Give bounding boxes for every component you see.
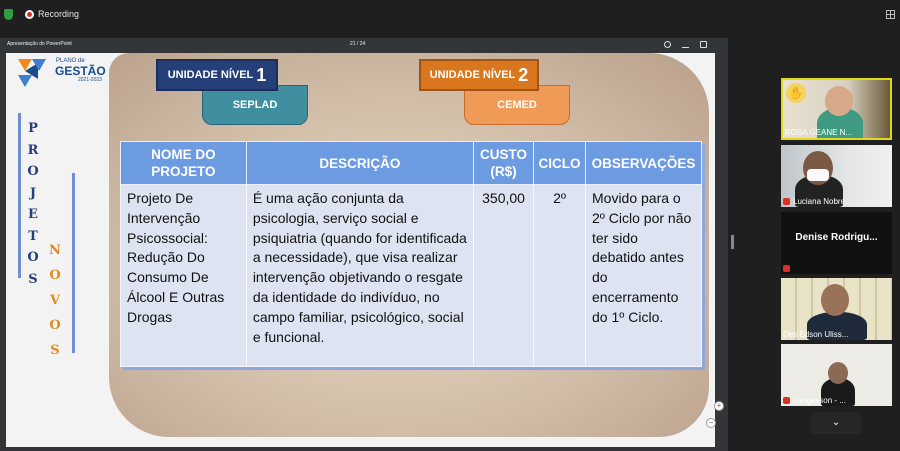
unit1-label: UNIDADE NÍVEL [167,69,254,81]
unit2-label: UNIDADE NÍVEL [429,69,516,81]
page-indicator[interactable]: 21 / 24 [350,41,366,47]
mic-muted-icon [783,198,790,205]
document-title: Apresentação do PowerPoint [7,41,72,47]
print-icon[interactable] [700,41,707,48]
header-observacoes: OBSERVAÇÕES [586,142,702,185]
participant-mute-status [783,264,793,273]
grid-view-icon[interactable] [886,10,895,19]
unit1-level-box [156,59,278,91]
logo-text-line2: GESTÃO [55,64,106,78]
shield-icon[interactable] [4,9,13,20]
mic-muted-icon [783,265,790,272]
header-ciclo: CICLO [534,142,586,185]
unit2-level-box [419,59,539,91]
raised-hand-icon: ✋ [786,83,806,103]
cell-custo: 350,00 [474,185,534,367]
cell-ciclo: 2º [534,185,586,367]
participant-name: ROSA GEANE N... [785,128,853,137]
participant-name: Luciana Nobre [783,197,845,206]
table-header-row [121,142,702,185]
participant-tile-edson[interactable] [781,278,892,340]
cell-nome: Projeto De Intervenção Psicossocial: Redução Do Consumo De Álcool E Outras Drogas [121,185,247,367]
recording-label: Recording [38,9,80,19]
participant-name-denise: Denise Rodrigu... [795,232,878,243]
cell-descricao: É uma ação conjunta da psicologia, serviço social e psiquiatria (quando for identificada a necessidade), que visa realizar intervenção objetivando o resgate da identidade do indivíduo, no campo familiar, psicológico, social e funcional. [246,185,473,367]
logo-text-line3: 2021-2023 [78,77,102,83]
record-icon [25,10,34,19]
participant-name: Langesson - ... [783,396,846,405]
header-nome: NOME DO PROJETO [121,142,247,185]
participant-name: Des Edson Uliss... [783,330,849,339]
vertical-label-projetos: P R O J E T O S [27,121,39,287]
zoom-out-icon[interactable]: − [706,418,716,428]
cell-observacoes: Movido para o 2º Ciclo por não ter sido debatido antes do encerramento do 1º Ciclo. [586,185,702,367]
participant-tile-denise[interactable] [781,212,892,274]
table-row [121,185,702,367]
decorative-line-left [18,113,21,278]
participant-tile-langesson[interactable] [781,344,892,406]
unit1-sub-box: SEPLAD [202,85,308,125]
chevron-down-icon: ⌄ [831,417,841,428]
decorative-line-right [72,173,75,353]
meeting-topbar [0,0,900,30]
plano-gestao-logo [16,55,50,89]
projects-table [120,141,702,367]
unit2-sub-box: CEMED [464,85,570,125]
zoom-in-icon[interactable]: + [714,401,724,411]
unit2-number: 2 [518,64,529,85]
participant-tile-rosa[interactable] [781,78,892,140]
header-descricao: DESCRIÇÃO [246,142,473,185]
panel-resize-handle[interactable] [731,235,734,249]
participant-tile-luciana[interactable] [781,145,892,207]
pdf-toolbar [0,38,728,51]
header-custo: CUSTO (R$) [474,142,534,185]
vertical-label-novos: N O V O S [49,243,61,358]
logo-text-line1: PLANO de [56,58,85,64]
unit1-number: 1 [256,64,267,85]
more-participants-button[interactable] [811,412,861,434]
presentation-slide [6,53,715,447]
refresh-icon[interactable] [664,41,671,48]
mic-muted-icon [783,397,790,404]
download-icon[interactable] [682,41,689,48]
